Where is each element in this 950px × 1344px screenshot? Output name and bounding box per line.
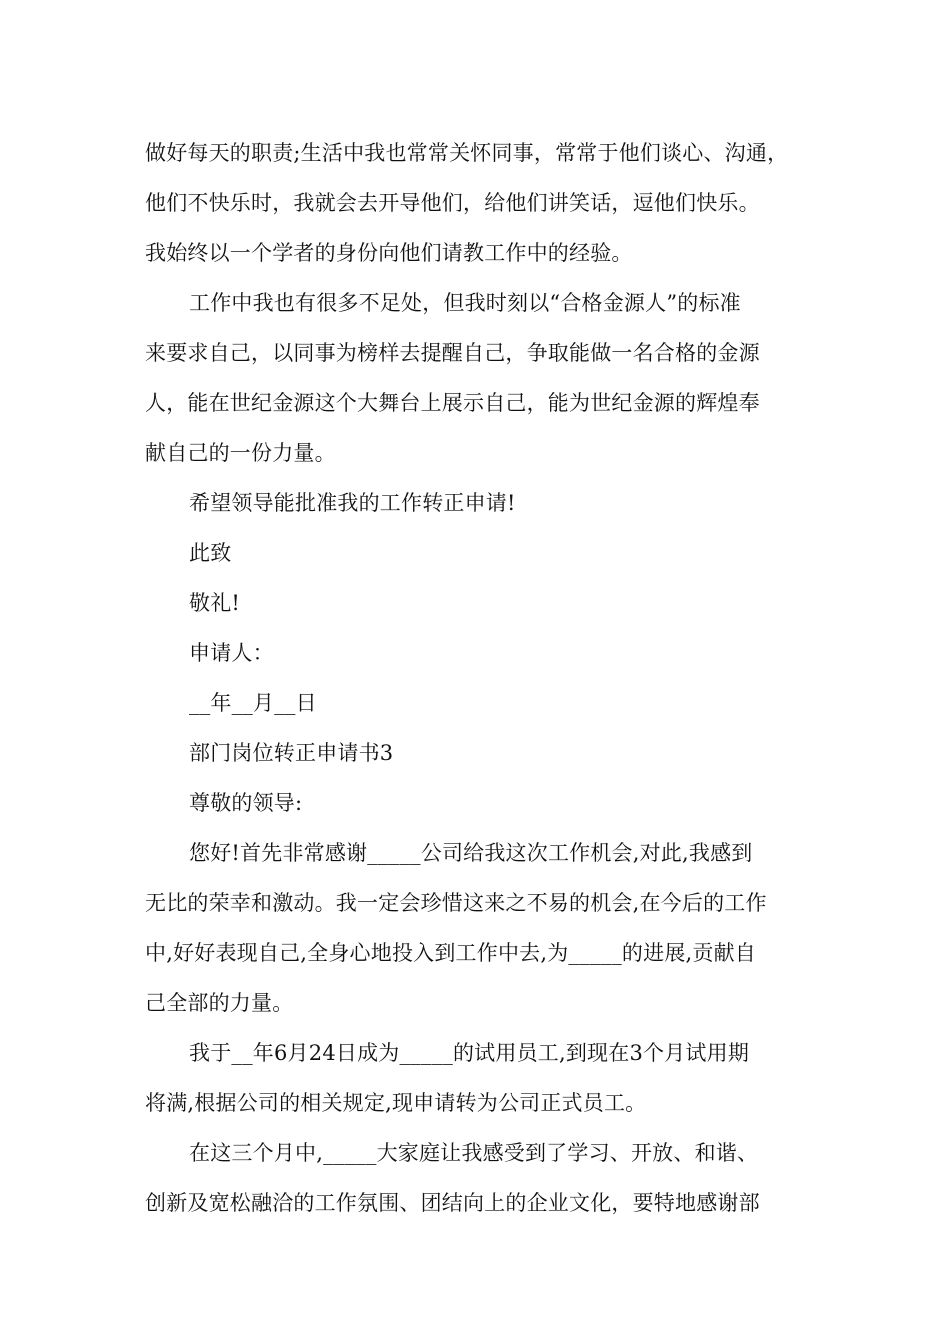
text-line: 中,好好表现自己,全身心地投入到工作中去,为_____的进展,贡献自: [145, 941, 756, 965]
text-line: 我于__年6月24日成为_____的试用员工,到现在3个月试用期: [189, 1041, 750, 1065]
text-line: 献自己的一份力量。: [145, 441, 336, 465]
text-line: 创新及宽松融洽的工作氛围、团结向上的企业文化，要特地感谢部: [145, 1191, 760, 1215]
text-line: 工作中我也有很多不足处，但我时刻以“合格金源人”的标准: [189, 291, 741, 315]
text-line: 做好每天的职责;生活中我也常常关怀同事，常常于他们谈心、沟通，: [145, 141, 789, 165]
text-line: 申请人：: [189, 641, 274, 665]
text-line: 尊敬的领导:: [189, 791, 303, 815]
text-line: 敬礼!: [189, 591, 241, 615]
text-line: 将满,根据公司的相关规定,现申请转为公司正式员工。: [145, 1091, 647, 1115]
text-line: 无比的荣幸和激动。我一定会珍惜这来之不易的机会,在今后的工作: [145, 891, 767, 915]
text-line: 希望领导能批准我的工作转正申请!: [189, 491, 516, 515]
text-line: 部门岗位转正申请书3: [189, 741, 394, 765]
text-line: __年__月__日: [189, 691, 317, 715]
text-line: 己全部的力量。: [145, 991, 294, 1015]
text-line: 来要求自己，以同事为榜样去提醒自己，争取能做一名合格的金源: [145, 341, 760, 365]
text-line: 您好!首先非常感谢_____公司给我这次工作机会,对此,我感到: [189, 841, 753, 865]
text-line: 我始终以一个学者的身份向他们请教工作中的经验。: [145, 241, 633, 265]
text-line: 他们不快乐时，我就会去开导他们，给他们讲笑话，逗他们快乐。: [145, 191, 760, 215]
text-line: 在这三个月中,_____大家庭让我感受到了学习、开放、和谐、: [189, 1141, 759, 1165]
text-line: 此致: [189, 541, 232, 565]
text-line: 人，能在世纪金源这个大舞台上展示自己，能为世纪金源的辉煌奉: [145, 391, 760, 415]
document-body: [145, 128, 810, 1228]
